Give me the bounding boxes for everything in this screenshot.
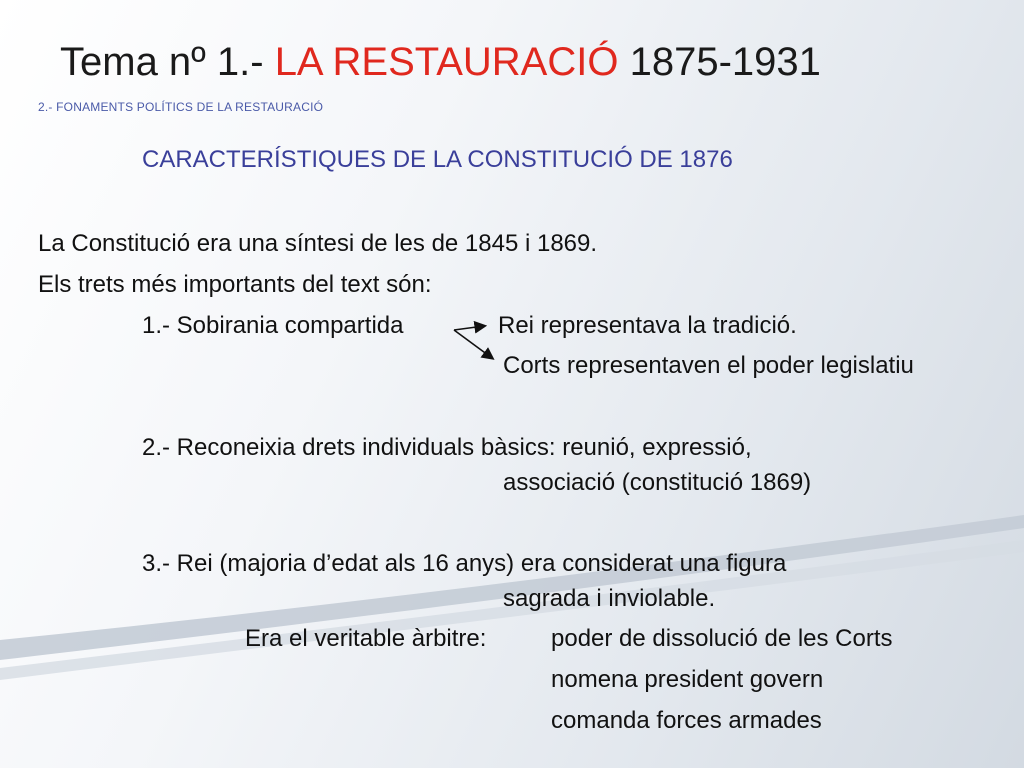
point-3-line-1: 3.- Rei (majoria d’edat als 16 anys) era considerat una figura <box>142 550 787 577</box>
title-prefix: Tema nº 1.- <box>60 40 275 84</box>
section-heading: CARACTERÍSTIQUES DE LA CONSTITUCIÓ DE 1876 <box>142 146 733 173</box>
title-suffix: 1875-1931 <box>618 40 821 84</box>
title-highlight: LA RESTAURACIÓ <box>274 40 619 84</box>
point-2-line-1: 2.- Reconeixia drets individuals bàsics: reunió, expressió, <box>142 434 752 461</box>
slide-title <box>60 40 821 85</box>
point-1-detail-1: Rei representava la tradició. <box>498 312 797 339</box>
point-2-line-2: associació (constitució 1869) <box>503 469 812 496</box>
slide-subtitle: 2.- FONAMENTS POLÍTICS DE LA RESTAURACIÓ <box>38 100 324 114</box>
point-3-line-2: sagrada i inviolable. <box>503 585 716 612</box>
point-1-detail-2: Corts representaven el poder legislatiu <box>503 352 914 379</box>
intro-line-2: Els trets més importants del text són: <box>38 271 432 298</box>
arbiter-power-1: poder de dissolució de les Corts <box>551 625 893 652</box>
arbiter-power-2: nomena president govern <box>551 666 824 693</box>
arbiter-label: Era el veritable àrbitre: <box>245 625 487 652</box>
intro-line-1: La Constitució era una síntesi de les de 1845 i 1869. <box>38 230 598 257</box>
arbiter-power-3: comanda forces armades <box>551 707 822 734</box>
point-1-label: 1.- Sobirania compartida <box>142 312 404 339</box>
